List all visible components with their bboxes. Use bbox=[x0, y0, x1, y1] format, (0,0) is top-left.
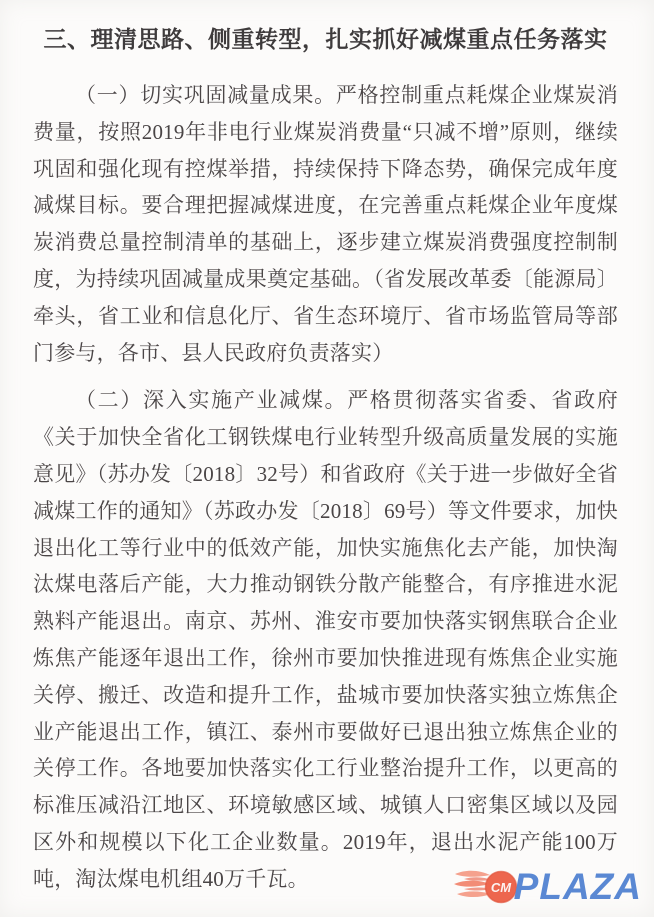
document-body bbox=[33, 77, 618, 898]
comet-icon-letters: CM bbox=[490, 880, 511, 895]
document-heading: 三、理清思路、侧重转型，扎实抓好减煤重点任务落实 bbox=[43, 27, 608, 53]
document-content bbox=[33, 24, 618, 898]
comet-flame-icon bbox=[454, 863, 520, 911]
brand-watermark bbox=[454, 863, 642, 911]
brand-watermark-text: PLAZA bbox=[513, 866, 642, 907]
document-paragraph: （一）切实巩固减量成果。严格控制重点耗煤企业煤炭消费量，按照2019年非电行业煤炭消费量“只减不增”原则，继续巩固和强化现有控煤举措，持续保持下降态势，确保完成年度减煤目标。要合理把握减煤进度，在完善重点耗煤企业年度煤炭消费总量控制清单的基础上，逐步建立煤炭消费强度控制制度，为持续巩固减量成果奠定基础。（省发展改革委〔能源局〕牵头，省工业和信息化厅、省生态环境厅、省市场监管局等部门参与，各市、县人民政府负责落实） bbox=[33, 83, 618, 365]
document-paragraph: （二）深入实施产业减煤。严格贯彻落实省委、省政府《关于加快全省化工钢铁煤电行业转型升级高质量发展的实施意见》（苏办发〔2018〕32号）和省政府《关于进一步做好全省减煤工作的通知》（苏政办发〔2018〕69号）等文件要求，加快退出化工等行业中的低效产能，加快实施焦化去产能，加快淘汰煤电落后产能，大力推动钢铁分散产能整合，有序推进水泥熟料产能退出。南京、苏州、淮安市要加快落实钢焦联合企业炼焦产能逐年退出工作，徐州市要加快推进现有炼焦企业实施关停、搬迁、改造和提升工作，盐城市要加快落实独立炼焦企业产能退出工作，镇江、泰州市要做好已退出独立炼焦企业的关停工作。各地要加快落实化工行业整治提升工作，以更高的标准压减沿江地区、环境敏感区域、城镇人口密集区域以及园区外和规模以下化工企业数量。2019年，退出水泥产能100万吨，淘汰煤电机组40万千瓦。 bbox=[33, 388, 618, 891]
